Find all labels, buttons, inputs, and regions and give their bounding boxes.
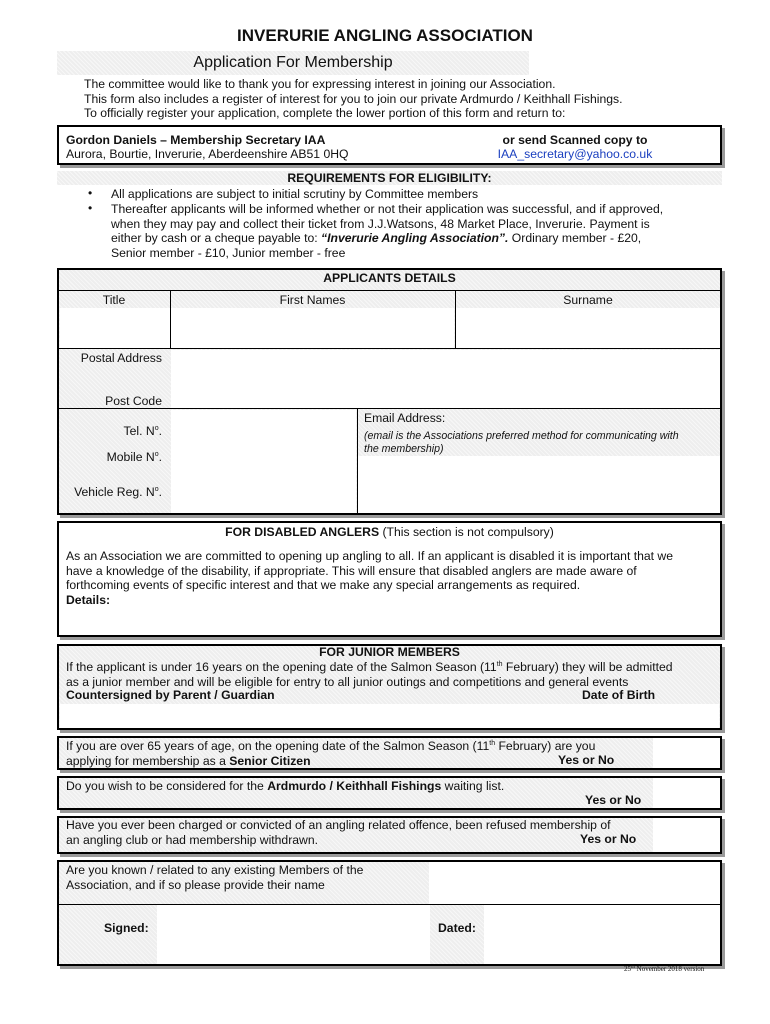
waiting-list-text: Do you wish to be considered for the Ardmurdo / Keithhall Fishings waiting list. [66, 779, 505, 793]
email-note: (email is the Associations preferred method for communicating with the membership) [364, 430, 679, 455]
payee-name: “Inverurie Angling Association”. [321, 231, 509, 245]
senior-yes-no[interactable]: Yes or No [558, 753, 615, 767]
divider [57, 290, 722, 291]
details-label: Details: [66, 592, 111, 607]
countersigned-label: Countersigned by Parent / Guardian [66, 688, 275, 702]
surname-label: Surname [563, 293, 613, 307]
title-input[interactable] [60, 308, 170, 348]
version-note: 25th November 2018 version [624, 965, 705, 973]
first-names-input[interactable] [171, 308, 454, 348]
bullet-icon: • [88, 186, 93, 200]
mobile-label: Mobile $N^o$. [106, 450, 162, 464]
divider [455, 290, 456, 349]
signature-input[interactable] [158, 905, 430, 964]
waiting-yes-no[interactable]: Yes or No [585, 793, 642, 807]
eligibility-line [111, 231, 711, 246]
email-address-input[interactable] [358, 456, 720, 513]
vehicle-reg-label: Vehicle Reg. $N^o$. [74, 485, 162, 499]
eligibility-line: when they may pay and collect their ticket from J.J.Watsons, 48 Market Place, Inverurie. Payment is [111, 216, 650, 231]
divider [57, 348, 722, 349]
members-names-input[interactable] [430, 862, 720, 904]
applicant-heading: APPLICANTS DETAILS [323, 271, 456, 285]
guardian-signature-input[interactable] [60, 704, 719, 728]
senior-text: If you are over 65 years of age, on the opening date of the Salmon Season (11th February) are you applying for membership as a Senior Citizen [66, 739, 596, 768]
intro-line: The committee would like to thank you for expressing interest in joining our Association. [84, 77, 556, 91]
payment-fees: Ordinary member - £20, [508, 231, 642, 245]
dated-label: Dated: [438, 921, 476, 935]
offence-answer-input[interactable] [654, 818, 720, 852]
surname-input[interactable] [456, 308, 720, 348]
phone-numbers-input[interactable] [171, 410, 356, 513]
first-names-label: First Names [279, 293, 346, 307]
intro-line: To officially register your application, complete the lower portion of this form and return to: [84, 106, 566, 120]
tel-label: Tel. $N^o$. [123, 424, 162, 438]
postal-address-input[interactable] [171, 350, 720, 408]
eligibility-line: Thereafter applicants will be informed whether or not their application was successful, and if approved, [111, 202, 664, 216]
email-address-label: Email Address: [364, 411, 446, 425]
org-title: INVERURIE ANGLING ASSOCIATION [237, 26, 533, 45]
eligibility-item: All applications are subject to initial scrutiny by Committee members [111, 187, 479, 201]
eligibility-heading: REQUIREMENTS FOR ELIGIBILITY: [57, 171, 722, 185]
members-text: Are you known / related to any existing Members of the Association, and if so please provide their name [66, 863, 364, 892]
disability-details-input[interactable] [60, 608, 719, 635]
scan-instruction: or send Scanned copy to [502, 133, 648, 147]
eligibility-item [111, 202, 711, 260]
junior-heading: FOR JUNIOR MEMBERS [319, 645, 460, 659]
date-input[interactable] [485, 905, 720, 964]
disabled-text: As an Association we are committed to opening up angling to all. If an applicant is disabled it is important that we have a knowledge of the disability, if appropriate. This will ensure that disabled anglers are made aware of forthcoming events of specific interest and that we make any special arrangements as required. Details: [66, 549, 718, 607]
bullet-icon: • [88, 201, 93, 215]
divider [57, 408, 722, 409]
senior-answer-input[interactable] [654, 738, 720, 768]
offence-text: Have you ever been charged or convicted of an angling related offence, been refused membership of an angling club or had membership withdrawn. [66, 818, 611, 847]
intro-text [84, 77, 704, 121]
form-title: Application For Membership [57, 51, 529, 75]
secretary-address: Aurora, Bourtie, Inverurie, Aberdeenshire AB51 0HQ [66, 147, 349, 161]
disabled-heading: FOR DISABLED ANGLERS (This section is not compulsory) [225, 525, 554, 539]
waiting-answer-input[interactable] [654, 778, 720, 808]
payment-text: either by cash or a cheque payable to: [111, 231, 322, 245]
intro-line: This form also includes a register of interest for you to join our private Ardmurdo / Keithhall Fishings. [84, 91, 623, 106]
title-label: Title [102, 293, 126, 307]
junior-text: If the applicant is under 16 years on the opening date of the Salmon Season (11th February) they will be admitted as a junior member and will be eligible for entry to all junior outings and competitions and general events [66, 660, 673, 689]
postal-address-label: Postal Address [80, 351, 162, 365]
signed-label: Signed: [104, 921, 149, 935]
eligibility-line: Senior member - £10, Junior member - free [111, 245, 346, 260]
secretary-email-link[interactable]: IAA_secretary@yahoo.co.uk [497, 147, 653, 161]
divider [170, 290, 171, 349]
offence-yes-no[interactable]: Yes or No [580, 832, 637, 846]
post-code-label: Post Code [105, 394, 162, 408]
date-of-birth-label: Date of Birth [582, 688, 656, 702]
secretary-name: Gordon Daniels – Membership Secretary IAA [66, 133, 326, 147]
